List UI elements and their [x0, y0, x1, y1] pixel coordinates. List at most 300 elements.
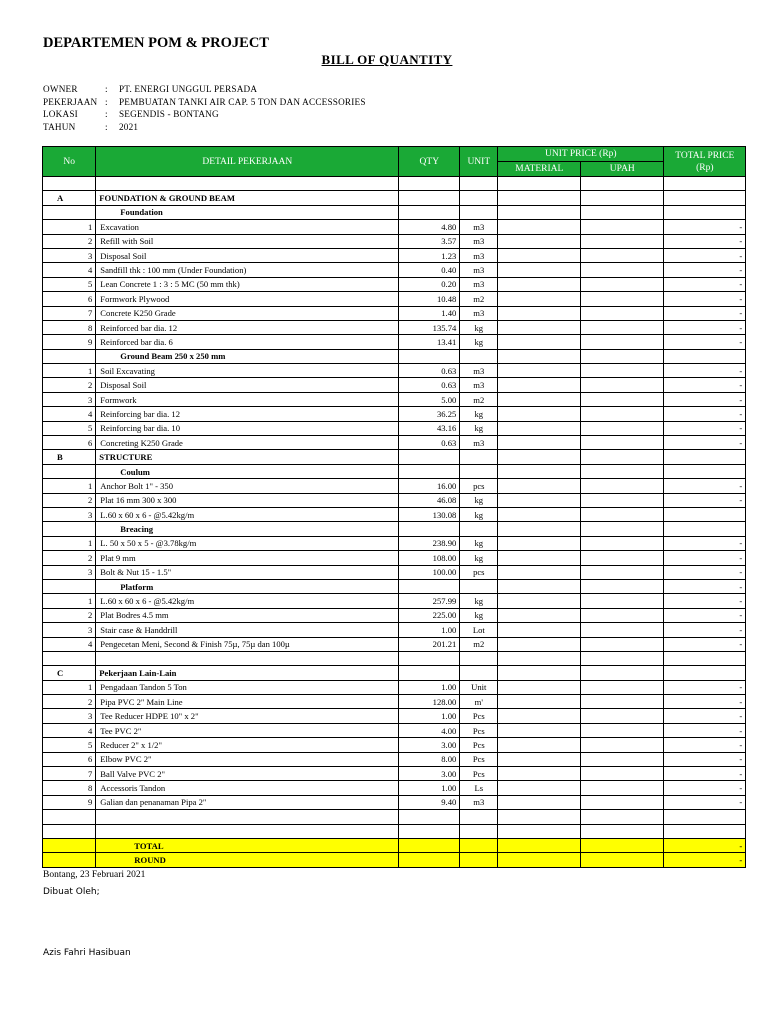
item-unit: Unit: [460, 680, 498, 694]
item-description: Reducer 2" x 1/2": [96, 738, 399, 752]
header-total-price: TOTAL PRICE (Rp): [664, 147, 746, 177]
item-description: Tee PVC 2": [96, 723, 399, 737]
section-row: [43, 450, 746, 464]
upah-cell: [581, 709, 664, 723]
subsection-title: Foundation: [96, 205, 399, 219]
subsection-title: Breacing: [96, 522, 399, 536]
department-title: DEPARTEMEN POM & PROJECT: [43, 35, 269, 51]
total-cell: [664, 651, 746, 665]
item-qty: 36.25: [399, 407, 460, 421]
upah-cell: [581, 551, 664, 565]
subsection-title: Platform: [96, 579, 399, 593]
item-unit: Lot: [460, 623, 498, 637]
no-cell: [43, 838, 96, 852]
table-row: [43, 407, 746, 421]
item-qty: 4.00: [399, 723, 460, 737]
item-total: -: [664, 637, 746, 651]
header-detail: DETAIL PEKERJAAN: [96, 147, 399, 177]
table-row: [43, 220, 746, 234]
info-colon: :: [105, 121, 108, 132]
item-description: Concrete K250 Grade: [96, 306, 399, 320]
total-cell: [664, 205, 746, 219]
item-number: 6: [43, 752, 96, 766]
upah-cell: [581, 493, 664, 507]
material-cell: [498, 220, 581, 234]
item-total: -: [664, 536, 746, 550]
section-title: Pekerjaan Lain-Lain: [96, 666, 399, 680]
item-number: 3: [43, 507, 96, 521]
item-number: 2: [43, 695, 96, 709]
material-cell: [498, 695, 581, 709]
material-cell: [498, 292, 581, 306]
material-cell: [498, 853, 581, 867]
item-total: -: [664, 752, 746, 766]
total-label: TOTAL: [96, 838, 399, 852]
total-cell: [664, 810, 746, 824]
material-cell: [498, 551, 581, 565]
qty-cell: [399, 522, 460, 536]
info-key: TAHUN: [43, 121, 76, 132]
upah-cell: [581, 637, 664, 651]
upah-cell: [581, 306, 664, 320]
item-qty: 128.00: [399, 695, 460, 709]
item-qty: 130.08: [399, 507, 460, 521]
upah-cell: [581, 392, 664, 406]
info-key: PEKERJAAN: [43, 96, 98, 107]
no-cell: [43, 205, 96, 219]
made-by-label: Dibuat Oleh;: [43, 887, 100, 897]
item-qty: 108.00: [399, 551, 460, 565]
upah-cell: [581, 680, 664, 694]
table-row: [43, 306, 746, 320]
header-unit-price: UNIT PRICE (Rp): [498, 147, 664, 162]
item-description: Bolt & Nut 15 - 1.5": [96, 565, 399, 579]
item-description: Refill with Soil: [96, 234, 399, 248]
no-cell: [43, 824, 96, 838]
header-upah: UPAH: [581, 162, 664, 177]
upah-cell: [581, 565, 664, 579]
material-cell: [498, 594, 581, 608]
info-row-tahun: [43, 121, 366, 134]
qty-cell: [399, 838, 460, 852]
total-cell: [664, 349, 746, 363]
desc-cell: [96, 177, 399, 191]
header-unit: UNIT: [460, 147, 498, 177]
upah-cell: [581, 579, 664, 593]
material-cell: [498, 795, 581, 809]
item-qty: 10.48: [399, 292, 460, 306]
item-description: Reinforced bar dia. 12: [96, 320, 399, 334]
item-description: Stair case & Handdrill: [96, 623, 399, 637]
item-unit: m3: [460, 263, 498, 277]
material-cell: [498, 335, 581, 349]
item-description: Concreting K250 Grade: [96, 436, 399, 450]
item-total: [664, 507, 746, 521]
upah-cell: [581, 608, 664, 622]
upah-cell: [581, 838, 664, 852]
item-qty: 43.16: [399, 421, 460, 435]
table-row: [43, 292, 746, 306]
item-unit: m3: [460, 248, 498, 262]
item-qty: 201.21: [399, 637, 460, 651]
info-row-lokasi: [43, 108, 366, 121]
item-number: 8: [43, 781, 96, 795]
item-number: 2: [43, 234, 96, 248]
item-description: Reinforcing bar dia. 10: [96, 421, 399, 435]
item-description: Disposal Soil: [96, 378, 399, 392]
item-qty: 225.00: [399, 608, 460, 622]
item-qty: 100.00: [399, 565, 460, 579]
table-row: [43, 608, 746, 622]
desc-cell: [96, 824, 399, 838]
material-cell: [498, 263, 581, 277]
upah-cell: [581, 767, 664, 781]
item-qty: 135.74: [399, 320, 460, 334]
unit-cell: [460, 464, 498, 478]
table-row: [43, 536, 746, 550]
item-unit: Ls: [460, 781, 498, 795]
no-cell: [43, 810, 96, 824]
table-row: [43, 335, 746, 349]
subsection-row: [43, 349, 746, 363]
signer-name: Azis Fahri Hasibuan: [43, 948, 131, 958]
table-row: [43, 680, 746, 694]
item-unit: kg: [460, 320, 498, 334]
table-row: [43, 507, 746, 521]
material-cell: [498, 608, 581, 622]
item-total: -: [664, 493, 746, 507]
item-total: -: [664, 781, 746, 795]
unit-cell: [460, 838, 498, 852]
upah-cell: [581, 421, 664, 435]
item-unit: m3: [460, 436, 498, 450]
table-row: [43, 364, 746, 378]
item-qty: 8.00: [399, 752, 460, 766]
no-cell: [43, 579, 96, 593]
item-description: Elbow PVC 2": [96, 752, 399, 766]
material-cell: [498, 738, 581, 752]
material-cell: [498, 623, 581, 637]
table-row: [43, 781, 746, 795]
qty-cell: [399, 450, 460, 464]
bill-of-quantity-table: [42, 146, 746, 868]
material-cell: [498, 479, 581, 493]
table-row: [43, 436, 746, 450]
item-number: 3: [43, 392, 96, 406]
unit-cell: [460, 853, 498, 867]
table-row: [43, 594, 746, 608]
material-cell: [498, 234, 581, 248]
table-row: [43, 752, 746, 766]
total-label: ROUND: [96, 853, 399, 867]
item-number: 2: [43, 608, 96, 622]
item-number: 4: [43, 407, 96, 421]
item-description: Anchor Bolt 1" - 350: [96, 479, 399, 493]
upah-cell: [581, 479, 664, 493]
item-total: -: [664, 680, 746, 694]
item-description: Formwork Plywood: [96, 292, 399, 306]
upah-cell: [581, 335, 664, 349]
item-unit: m3: [460, 220, 498, 234]
item-unit: m3: [460, 364, 498, 378]
item-qty: 9.40: [399, 795, 460, 809]
table-row: [43, 709, 746, 723]
material-cell: [498, 781, 581, 795]
item-qty: 238.90: [399, 536, 460, 550]
item-unit: m3: [460, 378, 498, 392]
qty-cell: [399, 666, 460, 680]
item-total: -: [664, 695, 746, 709]
item-unit: m3: [460, 234, 498, 248]
material-cell: [498, 507, 581, 521]
material-cell: [498, 709, 581, 723]
qty-cell: [399, 464, 460, 478]
item-number: 2: [43, 493, 96, 507]
info-row-owner: [43, 83, 366, 96]
material-cell: [498, 205, 581, 219]
desc-cell: [96, 810, 399, 824]
upah-cell: [581, 205, 664, 219]
item-number: 1: [43, 536, 96, 550]
upah-cell: [581, 594, 664, 608]
total-row: [43, 853, 746, 867]
qty-cell: [399, 579, 460, 593]
item-unit: kg: [460, 335, 498, 349]
item-total: -: [664, 248, 746, 262]
item-total: -: [664, 234, 746, 248]
item-description: Sandfill thk : 100 mm (Under Foundation): [96, 263, 399, 277]
item-number: 1: [43, 594, 96, 608]
grand-total: -: [664, 853, 746, 867]
table-row: [43, 234, 746, 248]
no-cell: [43, 349, 96, 363]
unit-cell: [460, 349, 498, 363]
item-qty: 0.63: [399, 364, 460, 378]
item-number: 6: [43, 436, 96, 450]
item-total: -: [664, 436, 746, 450]
table-row: [43, 421, 746, 435]
section-title: FOUNDATION & GROUND BEAM: [96, 191, 399, 205]
material-cell: [498, 248, 581, 262]
item-unit: kg: [460, 608, 498, 622]
section-letter: C: [43, 666, 96, 680]
item-description: Reinforcing bar dia. 12: [96, 407, 399, 421]
item-qty: 1.40: [399, 306, 460, 320]
item-number: 5: [43, 421, 96, 435]
upah-cell: [581, 536, 664, 550]
material-cell: [498, 407, 581, 421]
material-cell: [498, 191, 581, 205]
document-title: BILL OF QUANTITY: [321, 52, 453, 67]
material-cell: [498, 565, 581, 579]
material-cell: [498, 723, 581, 737]
item-number: 1: [43, 220, 96, 234]
no-cell: [43, 177, 96, 191]
info-value: PEMBUATAN TANKI AIR CAP. 5 TON DAN ACCESSORIES: [119, 96, 366, 107]
item-unit: kg: [460, 421, 498, 435]
info-colon: :: [105, 84, 108, 94]
item-description: Pengadaan Tandon 5 Ton: [96, 680, 399, 694]
material-cell: [498, 277, 581, 291]
table-body: [43, 177, 746, 868]
unit-cell: [460, 666, 498, 680]
item-total: -: [664, 421, 746, 435]
unit-cell: [460, 579, 498, 593]
upah-cell: [581, 522, 664, 536]
total-cell: [664, 522, 746, 536]
item-number: 1: [43, 680, 96, 694]
material-cell: [498, 392, 581, 406]
info-value: 2021: [119, 121, 139, 132]
subsection-row: [43, 522, 746, 536]
qty-cell: [399, 651, 460, 665]
subsection-row: [43, 464, 746, 478]
item-description: Excavation: [96, 220, 399, 234]
table-row: [43, 551, 746, 565]
item-description: Formwork: [96, 392, 399, 406]
table-row: [43, 637, 746, 651]
no-cell: [43, 853, 96, 867]
item-qty: 3.00: [399, 767, 460, 781]
upah-cell: [581, 320, 664, 334]
upah-cell: [581, 810, 664, 824]
item-total: -: [664, 306, 746, 320]
item-total: -: [664, 277, 746, 291]
place-date: Bontang, 23 Februari 2021: [43, 870, 146, 880]
item-description: Accessoris Tandon: [96, 781, 399, 795]
item-description: Lean Concrete 1 : 3 : 5 MC (50 mm thk): [96, 277, 399, 291]
item-total: -: [664, 795, 746, 809]
upah-cell: [581, 450, 664, 464]
material-cell: [498, 306, 581, 320]
upah-cell: [581, 436, 664, 450]
material-cell: [498, 810, 581, 824]
item-unit: m3: [460, 795, 498, 809]
upah-cell: [581, 234, 664, 248]
item-total: -: [664, 407, 746, 421]
upah-cell: [581, 191, 664, 205]
item-total: -: [664, 392, 746, 406]
upah-cell: [581, 292, 664, 306]
qty-cell: [399, 824, 460, 838]
item-unit: m3: [460, 306, 498, 320]
item-total: -: [664, 723, 746, 737]
material-cell: [498, 464, 581, 478]
project-info: [43, 83, 366, 133]
qty-cell: [399, 810, 460, 824]
no-cell: [43, 464, 96, 478]
subsection-row: [43, 205, 746, 219]
upah-cell: [581, 507, 664, 521]
unit-cell: [460, 450, 498, 464]
item-description: Ball Valve PVC 2": [96, 767, 399, 781]
item-description: L.60 x 60 x 6 - @5.42kg/m: [96, 507, 399, 521]
item-qty: 1.00: [399, 680, 460, 694]
item-unit: kg: [460, 493, 498, 507]
total-cell: -: [664, 579, 746, 593]
item-description: L.60 x 60 x 6 - @5.42kg/m: [96, 594, 399, 608]
item-qty: 13.41: [399, 335, 460, 349]
unit-cell: [460, 651, 498, 665]
header-material: MATERIAL: [498, 162, 581, 177]
total-cell: [664, 666, 746, 680]
item-unit: kg: [460, 594, 498, 608]
material-cell: [498, 752, 581, 766]
unit-cell: [460, 177, 498, 191]
item-description: Soil Excavating: [96, 364, 399, 378]
item-unit: Pcs: [460, 709, 498, 723]
item-number: 4: [43, 263, 96, 277]
item-qty: 0.63: [399, 378, 460, 392]
material-cell: [498, 637, 581, 651]
item-description: Plat Bodres 4.5 mm: [96, 608, 399, 622]
table-row: [43, 320, 746, 334]
item-qty: 1.00: [399, 709, 460, 723]
upah-cell: [581, 407, 664, 421]
item-total: -: [664, 767, 746, 781]
unit-cell: [460, 522, 498, 536]
item-number: 3: [43, 248, 96, 262]
item-total: -: [664, 364, 746, 378]
upah-cell: [581, 364, 664, 378]
item-unit: pcs: [460, 565, 498, 579]
item-total: -: [664, 738, 746, 752]
unit-cell: [460, 810, 498, 824]
qty-cell: [399, 205, 460, 219]
item-number: 7: [43, 767, 96, 781]
item-number: 3: [43, 709, 96, 723]
subsection-title: Ground Beam 250 x 250 mm: [96, 349, 399, 363]
info-value: SEGENDIS - BONTANG: [119, 109, 219, 119]
total-row: [43, 838, 746, 852]
item-unit: kg: [460, 536, 498, 550]
table-row: [43, 378, 746, 392]
item-total: -: [664, 220, 746, 234]
material-cell: [498, 651, 581, 665]
table-row: [43, 795, 746, 809]
section-letter: B: [43, 450, 96, 464]
item-number: 9: [43, 335, 96, 349]
item-description: Tee Reducer HDPE 10" x 2": [96, 709, 399, 723]
material-cell: [498, 767, 581, 781]
upah-cell: [581, 263, 664, 277]
table-row: [43, 392, 746, 406]
item-description: Plat 9 mm: [96, 551, 399, 565]
upah-cell: [581, 248, 664, 262]
item-description: L. 50 x 50 x 5 - @3.78kg/m: [96, 536, 399, 550]
upah-cell: [581, 464, 664, 478]
material-cell: [498, 680, 581, 694]
material-cell: [498, 536, 581, 550]
header-qty: QTY: [399, 147, 460, 177]
material-cell: [498, 349, 581, 363]
item-qty: 1.23: [399, 248, 460, 262]
material-cell: [498, 493, 581, 507]
material-cell: [498, 522, 581, 536]
table-row: [43, 695, 746, 709]
upah-cell: [581, 824, 664, 838]
section-row: [43, 191, 746, 205]
info-key: LOKASI: [43, 109, 78, 119]
unit-cell: [460, 205, 498, 219]
section-title: STRUCTURE: [96, 450, 399, 464]
item-qty: 16.00: [399, 479, 460, 493]
no-cell: [43, 522, 96, 536]
item-description: Pipa PVC 2" Main Line: [96, 695, 399, 709]
item-total: -: [664, 335, 746, 349]
upah-cell: [581, 177, 664, 191]
desc-cell: [96, 651, 399, 665]
